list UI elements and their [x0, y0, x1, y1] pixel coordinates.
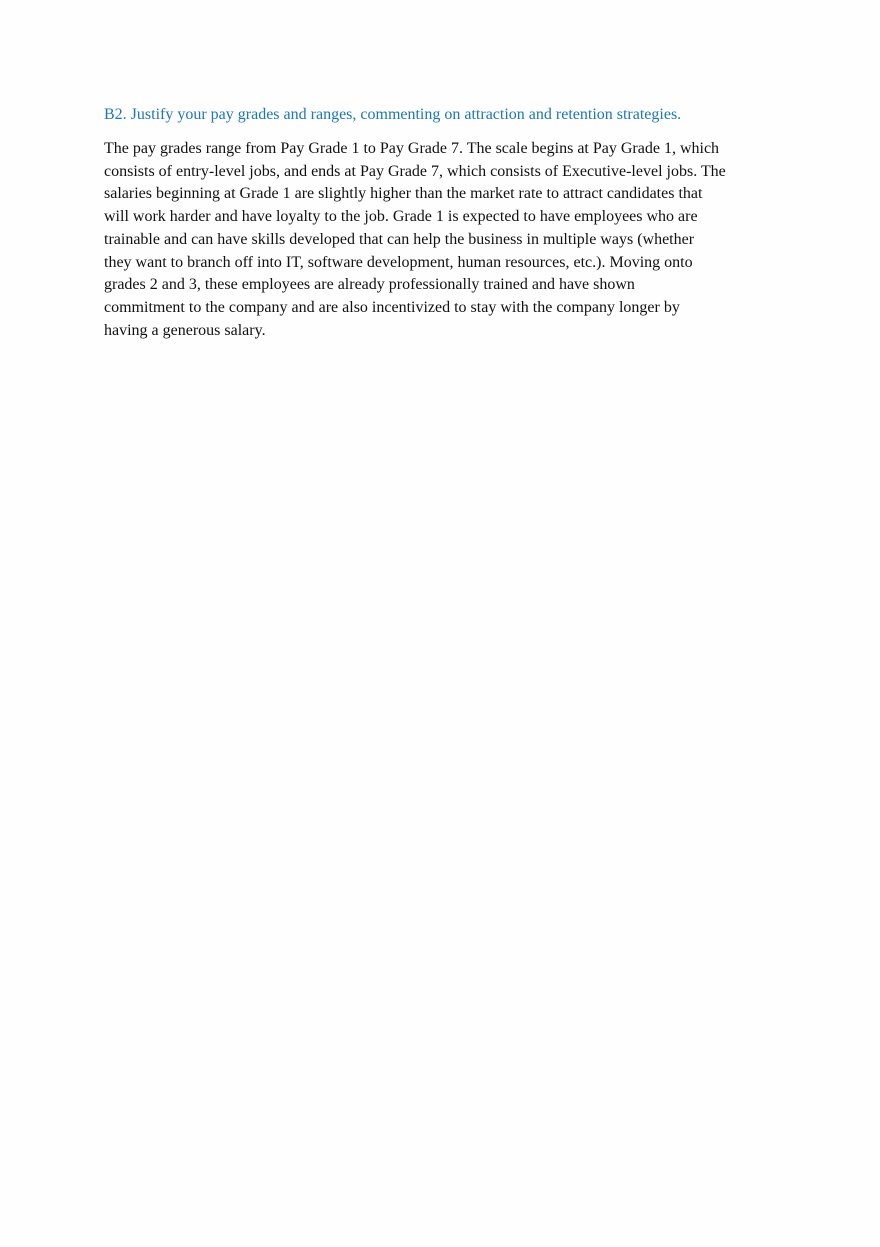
document-content	[104, 104, 776, 342]
paragraph-line: will work harder and have loyalty to the job. Grade 1 is expected to have employees who are	[104, 208, 698, 226]
paragraph-line: consists of entry-level jobs, and ends at Pay Grade 7, which consists of Executive-level jobs. The	[104, 162, 726, 180]
paragraph-line: trainable and can have skills developed that can help the business in multiple ways (whether	[104, 230, 695, 248]
paragraph-line: grades 2 and 3, these employees are already professionally trained and have shown	[104, 276, 635, 294]
paragraph-line: salaries beginning at Grade 1 are slightly higher than the market rate to attract candidates that	[104, 185, 703, 203]
paragraph-line: The pay grades range from Pay Grade 1 to Pay Grade 7. The scale begins at Pay Grade 1, which	[104, 140, 720, 157]
paragraph-line: they want to branch off into IT, software development, human resources, etc.). Moving onto	[104, 253, 693, 271]
section-heading: B2. Justify your pay grades and ranges, commenting on attraction and retention strategies.	[104, 106, 682, 123]
paragraph-line: commitment to the company and are also incentivized to stay with the company longer by	[104, 298, 680, 316]
paragraph-line: having a generous salary.	[104, 321, 266, 339]
body-paragraph	[104, 138, 776, 342]
